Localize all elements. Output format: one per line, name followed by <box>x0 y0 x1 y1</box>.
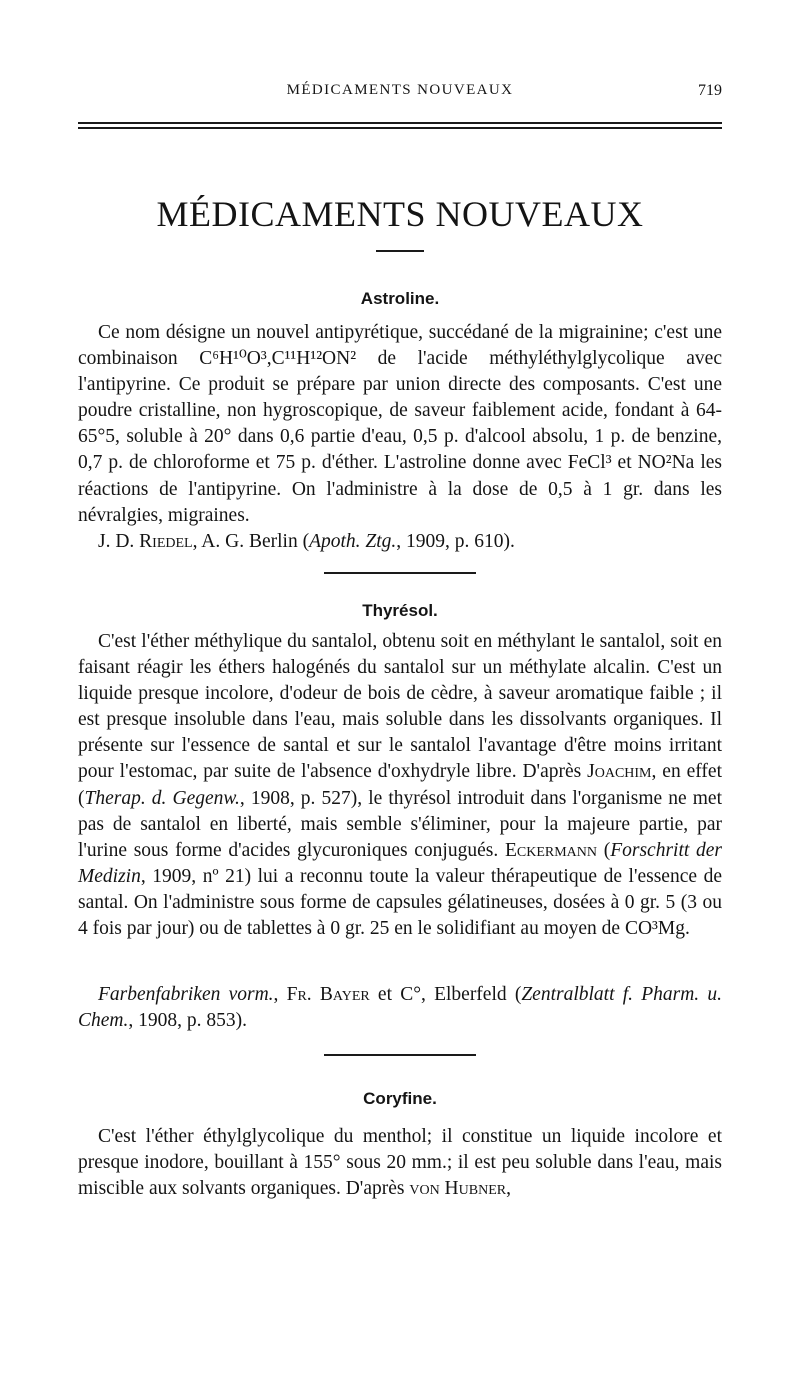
journal-forschritt: Forschritt der Medizin <box>78 839 722 887</box>
section-divider <box>324 572 476 574</box>
thyresol-paragraph <box>78 629 722 942</box>
journal-zentralblatt: Zentralblatt f. Pharm. u. Chem. <box>78 984 722 1032</box>
journal-title: Apoth. Ztg. <box>309 531 397 552</box>
source-end: , 1909, p. 610). <box>396 531 515 552</box>
coryfine-text-a: C'est l'éther éthylglycolique du menthol; il constitue un liquide incolore et presque inodore, bouillant à 155° sous 20 mm.; il est peu soluble dans l'eau, mais miscible aux solvants organiques. D'après <box>78 1126 722 1200</box>
page-title: MÉDICAMENTS NOUVEAUX <box>156 194 644 234</box>
thyresol-text-e: , 1909, nº 21) lui a reconnu toute la valeur thérapeutique de l'essence de santal. On l'administre sous forme de capsules gélatineuses, dosées à 0 gr. 5 (3 ou 4 fois par jour) ou de tablettes à 0 gr. 25 en le solidifiant au moyen de CO³Mg. <box>78 865 722 940</box>
source-comma: , <box>273 984 287 1005</box>
source-prefix: J. D. <box>98 531 140 552</box>
author-riedel: Riedel <box>139 531 193 552</box>
source-end: , 1908, p. 853). <box>128 1010 247 1032</box>
astroline-text: Ce nom désigne un nouvel antipyrétique, succédané de la migrainine; c'est une combinaison C⁶H¹⁰O³,C¹¹H¹²ON² de l'acide méthyléthylglycolique avec l'antipyrine. Ce produit se prépare par union directe des composants. C'est une poudre cristalline, non hygroscopique, de saveur faiblement acide, fondant à 64-65°5, soluble à 20° dans 0,6 partie d'eau, 0,5 p. d'alcool absolu, 1 p. de benzine, 0,7 p. de chloroforme et 75 p. d'éther. L'astroline donne avec FeCl³ et NO²Na les réactions de l'antipyrine. On l'administre à la dose de 0,5 à 1 gr. dans les névralgies, migraines. <box>78 322 722 526</box>
source-text: et C°, Elberfeld ( <box>369 984 522 1005</box>
journal-therap: Therap. d. Gegenw. <box>84 787 240 809</box>
header-double-rule <box>78 122 722 132</box>
author-bayer: Fr. Bayer <box>286 984 370 1005</box>
thyresol-text-b: , en effet ( <box>78 761 722 809</box>
section-heading-coryfine: Coryfine. <box>363 1089 437 1108</box>
thyresol-source <box>78 982 722 1034</box>
title-divider <box>376 250 424 252</box>
running-head <box>78 82 722 106</box>
author-joachim: Joachim <box>587 761 652 783</box>
coryfine-text-b: , <box>506 1178 511 1200</box>
thyresol-text-a: C'est l'éther méthylique du santalol, obtenu soit en méthylant le santalol, soit en faisant réagir les éthers halogénés du santalol sur un méthylate alcalin. C'est un liquide presque incolore, d'odeur de bois de cèdre, à saveur aromatique faible ; il est presque insoluble dans l'eau, mais soluble dans les dissolvants organiques. Il présente sur l'essence de santal et sur le santalol l'avantage d'être moins irritant pour l'estomac, par suite de l'absence d'oxhydryle libre. D'après <box>78 631 722 783</box>
section-heading-thyresol: Thyrésol. <box>362 601 438 620</box>
running-title: MÉDICAMENTS NOUVEAUX <box>286 82 514 98</box>
astroline-paragraph <box>78 320 722 529</box>
thyresol-text-c: , 1908, p. 527), le thyrésol introduit dans l'organisme ne met pas de santalol en liberté, mais semble s'éliminer, pour la majeure partie, par l'urine sous forme d'acides glycuroniques conjugués. <box>78 787 723 861</box>
thyresol-text-d: ( <box>596 839 611 861</box>
author-eckermann: Eckermann <box>504 839 597 861</box>
source-farbenfabriken: Farbenfabriken vorm. <box>98 984 274 1005</box>
page-number: 719 <box>698 82 722 99</box>
section-heading-astroline: Astroline. <box>360 289 440 308</box>
source-text: , A. G. Berlin ( <box>192 531 310 552</box>
section-divider <box>324 1054 476 1056</box>
coryfine-paragraph <box>78 1124 722 1202</box>
astroline-source <box>78 529 722 555</box>
author-hubner: von Hubner <box>409 1178 507 1200</box>
